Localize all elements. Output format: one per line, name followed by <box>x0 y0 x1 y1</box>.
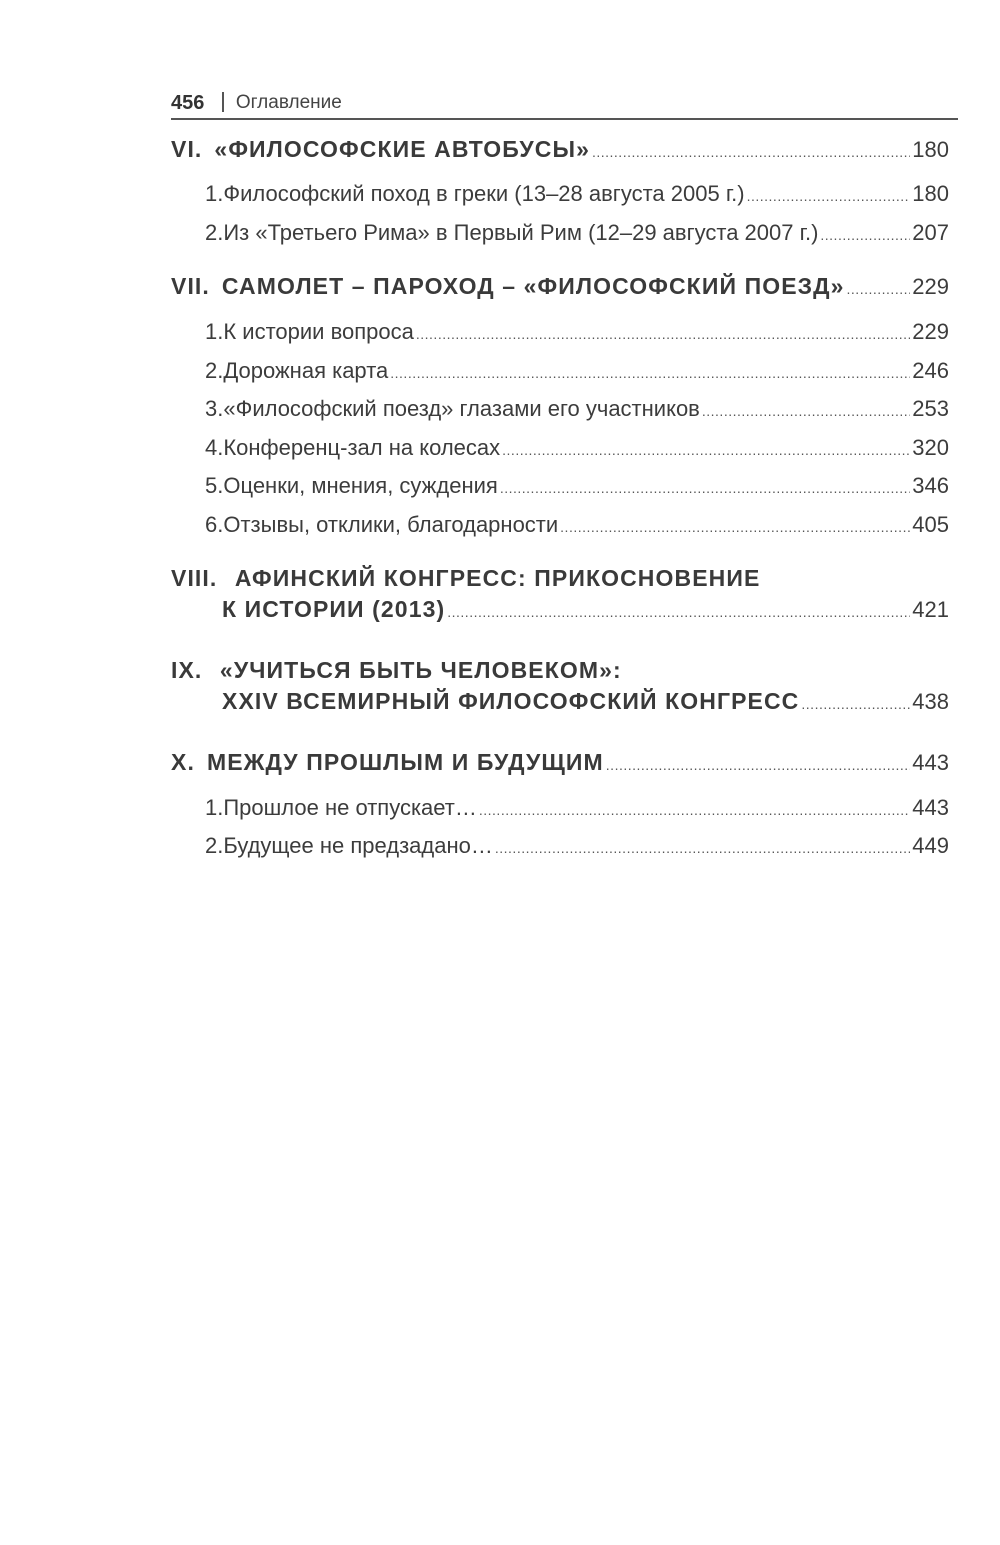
toc-section-10-2[interactable] <box>205 829 949 863</box>
dot-leader <box>847 272 911 306</box>
section-number: 2. <box>205 833 224 858</box>
section-title: Будущее не предзадано… <box>223 833 493 858</box>
page-ref: 229 <box>912 319 949 344</box>
toc-chapter-9-line1[interactable] <box>171 653 622 687</box>
page-ref: 438 <box>912 689 949 714</box>
toc-section-7-3[interactable] <box>205 392 949 426</box>
chapter-number: VIII. <box>171 565 218 591</box>
chapter-title-line1: «УЧИТЬСЯ БЫТЬ ЧЕЛОВЕКОМ»: <box>219 657 622 683</box>
toc-chapter-8-line1[interactable] <box>171 561 760 595</box>
dot-leader <box>479 793 910 827</box>
toc-chapter-8-line2[interactable] <box>222 592 949 626</box>
toc-section-7-5[interactable] <box>205 469 949 503</box>
chapter-number: IX. <box>171 657 203 683</box>
chapter-title: САМОЛЕТ – ПАРОХОД – «ФИЛОСОФСКИЙ ПОЕЗД» <box>221 273 845 299</box>
dot-leader <box>390 356 910 390</box>
header-separator <box>222 92 224 112</box>
toc-chapter-6[interactable] <box>171 132 949 166</box>
dot-leader <box>502 433 910 467</box>
toc-section-7-2[interactable] <box>205 354 949 388</box>
dot-leader <box>495 831 910 865</box>
running-head-title: Оглавление <box>235 92 342 113</box>
chapter-title-line1: АФИНСКИЙ КОНГРЕСС: ПРИКОСНОВЕНИЕ <box>234 565 761 591</box>
chapter-number: X. <box>171 749 195 775</box>
section-title: «Философский поезд» глазами его участников <box>223 396 700 421</box>
chapter-title: МЕЖДУ ПРОШЛЫМ И БУДУЩИМ <box>206 749 604 775</box>
toc-section-7-4[interactable] <box>205 431 949 465</box>
section-number: 3. <box>205 396 224 421</box>
page-ref: 405 <box>912 512 949 537</box>
section-title: Прошлое не отпускает… <box>223 795 477 820</box>
dot-leader <box>447 595 910 629</box>
chapter-number: VII. <box>171 273 210 299</box>
page-ref: 246 <box>912 358 949 383</box>
page-ref: 229 <box>912 274 949 299</box>
page-ref: 421 <box>912 597 949 622</box>
chapter-title-line2: К ИСТОРИИ (2013) <box>222 596 446 622</box>
section-title: Конференц-зал на колесах <box>223 435 501 460</box>
toc-chapter-10[interactable] <box>171 745 949 779</box>
dot-leader <box>560 510 910 544</box>
section-title: Дорожная карта <box>223 358 389 383</box>
section-title: Оценки, мнения, суждения <box>223 473 498 498</box>
dot-leader <box>801 687 910 721</box>
section-number: 1. <box>205 319 224 344</box>
dot-leader <box>606 748 910 782</box>
section-number: 2. <box>205 358 224 383</box>
page-ref: 180 <box>912 181 949 206</box>
dot-leader <box>702 394 910 428</box>
section-title: К истории вопроса <box>223 319 414 344</box>
page-ref: 253 <box>912 396 949 421</box>
section-title: Из «Третьего Рима» в Первый Рим (12–29 августа 2007 г.) <box>223 220 819 245</box>
section-number: 4. <box>205 435 224 460</box>
section-number: 1. <box>205 795 224 820</box>
section-title: Философский поход в греки (13–28 августа 2005 г.) <box>223 181 745 206</box>
section-number: 6. <box>205 512 224 537</box>
dot-leader <box>820 218 910 252</box>
toc-section-10-1[interactable] <box>205 791 949 825</box>
toc-section-7-1[interactable] <box>205 315 949 349</box>
chapter-number: VI. <box>171 136 203 162</box>
page-ref: 443 <box>912 795 949 820</box>
page-ref: 346 <box>912 473 949 498</box>
chapter-title-line2: XXIV ВСЕМИРНЫЙ ФИЛОСОФСКИЙ КОНГРЕСС <box>222 688 800 714</box>
toc-section-6-1[interactable] <box>205 177 949 211</box>
page-ref: 443 <box>912 750 949 775</box>
section-number: 1. <box>205 181 224 206</box>
page-number: 456 <box>171 92 205 114</box>
toc-chapter-7[interactable] <box>171 269 949 303</box>
toc-section-7-6[interactable] <box>205 508 949 542</box>
dot-leader <box>500 471 910 505</box>
page-ref: 320 <box>912 435 949 460</box>
toc-section-6-2[interactable] <box>205 216 949 250</box>
section-number: 5. <box>205 473 224 498</box>
toc-chapter-9-line2[interactable] <box>222 684 949 718</box>
running-head <box>171 86 958 120</box>
chapter-title: «ФИЛОСОФСКИЕ АВТОБУСЫ» <box>214 136 590 162</box>
dot-leader <box>416 317 910 351</box>
dot-leader <box>747 179 911 213</box>
page-ref: 449 <box>912 833 949 858</box>
section-title: Отзывы, отклики, благодарности <box>223 512 559 537</box>
section-number: 2. <box>205 220 224 245</box>
dot-leader <box>592 135 910 169</box>
page-ref: 180 <box>912 137 949 162</box>
page-ref: 207 <box>912 220 949 245</box>
